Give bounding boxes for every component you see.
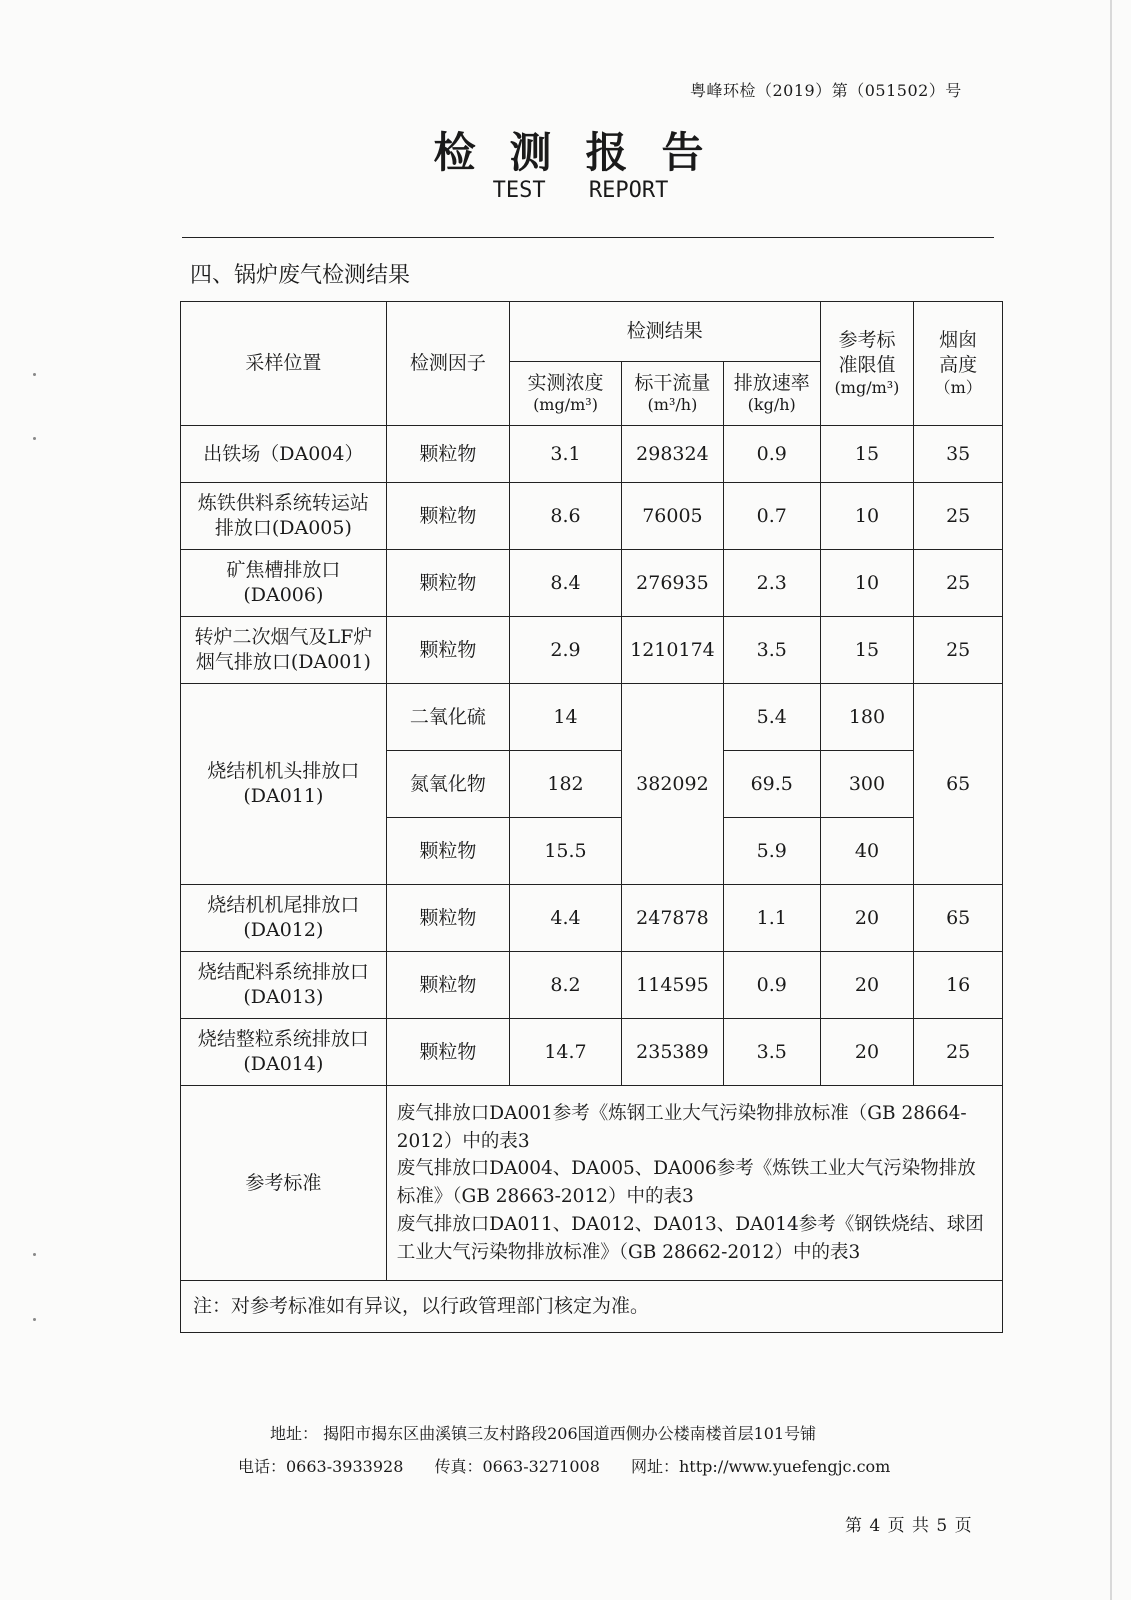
rate-cell: 5.9 [723, 818, 820, 885]
location-cell [181, 885, 387, 952]
results-table [180, 301, 1003, 1333]
location-line2: (DA013) [243, 986, 324, 1008]
height-cell: 25 [914, 550, 1003, 617]
limit-cell: 40 [820, 818, 914, 885]
conc-cell: 4.4 [509, 885, 621, 952]
scan-speck [33, 373, 36, 376]
reference-text [386, 1086, 1002, 1281]
rate-cell: 2.3 [723, 550, 820, 617]
scan-speck [33, 1253, 36, 1256]
report-title-cn: 检测报告 [433, 128, 738, 177]
reference-line: 废气排放口DA001参考《炼钢工业大气污染物排放标准（GB 28664-2012）中的表3 [396, 1102, 967, 1152]
footer-website: 网址：http://www.yuefengjc.com [630, 1457, 891, 1476]
footer-phone: 电话：0663-3933928 [238, 1457, 404, 1476]
header-conc-unit: (mg/m³) [533, 395, 598, 415]
location-line1: 烧结配料系统排放口 [197, 961, 369, 984]
height-cell: 65 [914, 885, 1003, 952]
header-results: 检测结果 [509, 302, 820, 362]
note-text: 注：对参考标准如有异议，以行政管理部门核定为准。 [181, 1281, 1003, 1333]
rate-cell: 3.5 [723, 1019, 820, 1086]
limit-cell: 20 [820, 885, 914, 952]
report-title-en: TEST REPORT [492, 178, 669, 203]
limit-cell: 10 [820, 483, 914, 550]
header-limit-line1: 参考标 [838, 329, 896, 352]
header-limit-line2: 准限值 [838, 354, 896, 377]
limit-cell: 15 [820, 426, 914, 483]
table-row [181, 952, 1003, 1019]
table-row [181, 550, 1003, 617]
factor-cell: 颗粒物 [386, 1019, 509, 1086]
document-number: 粤峰环检（2019）第（051502）号 [690, 81, 962, 100]
header-limit-unit: (mg/m³) [834, 377, 900, 397]
height-cell: 16 [914, 952, 1003, 1019]
location-cell [181, 550, 387, 617]
conc-cell: 2.9 [509, 617, 621, 684]
location-cell [181, 684, 387, 885]
conc-cell: 3.1 [509, 426, 621, 483]
rate-cell: 1.1 [723, 885, 820, 952]
footer-address: 地址： 揭阳市揭东区曲溪镇三友村路段206国道西侧办公楼南楼首层101号铺 [270, 1424, 817, 1443]
conc-cell: 182 [509, 751, 621, 818]
location-line1: 矿焦槽排放口 [226, 559, 341, 582]
location-line2: 排放口(DA005) [214, 517, 352, 539]
table-row [181, 684, 1003, 751]
factor-cell: 颗粒物 [386, 952, 509, 1019]
header-height-unit: （m） [934, 377, 982, 397]
header-rate-label: 排放速率 [733, 371, 810, 394]
flow-cell: 382092 [622, 684, 724, 885]
footer-fax: 传真：0663-3271008 [434, 1457, 600, 1476]
factor-cell: 二氧化硫 [386, 684, 509, 751]
height-cell: 25 [914, 1019, 1003, 1086]
conc-cell: 8.6 [509, 483, 621, 550]
conc-cell: 15.5 [509, 818, 621, 885]
height-cell: 65 [914, 684, 1003, 885]
conc-cell: 8.2 [509, 952, 621, 1019]
location-line1: 烧结机机头排放口 [207, 760, 360, 783]
table-row [181, 617, 1003, 684]
table-row [181, 426, 1003, 483]
limit-cell: 20 [820, 1019, 914, 1086]
scan-speck [33, 437, 36, 440]
location-cell [181, 617, 387, 684]
rate-cell: 0.7 [723, 483, 820, 550]
rate-cell: 69.5 [723, 751, 820, 818]
reference-row [181, 1086, 1003, 1281]
location-line1: 烧结整粒系统排放口 [197, 1028, 369, 1051]
rate-cell: 5.4 [723, 684, 820, 751]
factor-cell: 颗粒物 [386, 483, 509, 550]
header-height [914, 302, 1003, 426]
factor-cell: 颗粒物 [386, 550, 509, 617]
factor-cell: 颗粒物 [386, 885, 509, 952]
page-edge [1110, 0, 1112, 1600]
location-line2: (DA012) [243, 919, 324, 941]
location-line1: 转炉二次烟气及LF炉 [194, 626, 373, 649]
limit-cell: 300 [820, 751, 914, 818]
location-line1: 出铁场（DA004） [203, 442, 364, 465]
factor-cell: 颗粒物 [386, 617, 509, 684]
flow-cell: 235389 [622, 1019, 724, 1086]
conc-cell: 14 [509, 684, 621, 751]
reference-line: 废气排放口DA004、DA005、DA006参考《炼铁工业大气污染物排放标准》（GB 28663-2012）中的表3 [396, 1158, 976, 1207]
height-cell: 25 [914, 617, 1003, 684]
rate-cell: 0.9 [723, 426, 820, 483]
limit-cell: 15 [820, 617, 914, 684]
flow-cell: 276935 [622, 550, 724, 617]
location-cell [181, 483, 387, 550]
reference-label: 参考标准 [181, 1086, 387, 1281]
header-flow-label: 标干流量 [634, 371, 711, 394]
header-conc [509, 362, 621, 426]
location-line2: (DA014) [243, 1053, 324, 1075]
header-rate [723, 362, 820, 426]
flow-cell: 76005 [622, 483, 724, 550]
scan-speck [33, 1318, 36, 1321]
conc-cell: 14.7 [509, 1019, 621, 1086]
section-title: 四、锅炉废气检测结果 [190, 263, 411, 288]
header-factor: 检测因子 [386, 302, 509, 426]
factor-cell: 氮氧化物 [386, 751, 509, 818]
header-flow-unit: (m³/h) [647, 395, 698, 415]
header-flow [622, 362, 724, 426]
rate-cell: 3.5 [723, 617, 820, 684]
location-line1: 炼铁供料系统转运站 [197, 492, 369, 515]
rate-cell: 0.9 [723, 952, 820, 1019]
footer-contacts [238, 1454, 912, 1477]
header-limit [820, 302, 914, 426]
location-cell [181, 952, 387, 1019]
table-row [181, 1019, 1003, 1086]
note-row [181, 1281, 1003, 1333]
location-cell [181, 426, 387, 483]
location-line2: (DA011) [243, 785, 324, 807]
header-rule [182, 237, 994, 238]
flow-cell: 1210174 [622, 617, 724, 684]
reference-line: 废气排放口DA011、DA012、DA013、DA014参考《钢铁烧结、球团工业大气污染物排放标准》（GB 28662-2012）中的表3 [396, 1213, 984, 1263]
table-row [181, 483, 1003, 550]
table-row [181, 885, 1003, 952]
flow-cell: 298324 [622, 426, 724, 483]
header-conc-label: 实测浓度 [527, 371, 604, 394]
limit-cell: 10 [820, 550, 914, 617]
height-cell: 25 [914, 483, 1003, 550]
page-number: 第 4 页 共 5 页 [845, 1516, 973, 1536]
limit-cell: 20 [820, 952, 914, 1019]
location-line1: 烧结机机尾排放口 [207, 894, 360, 917]
flow-cell: 114595 [622, 952, 724, 1019]
header-rate-unit: (kg/h) [747, 395, 796, 415]
factor-cell: 颗粒物 [386, 426, 509, 483]
header-location: 采样位置 [181, 302, 387, 426]
location-cell [181, 1019, 387, 1086]
flow-cell: 247878 [622, 885, 724, 952]
height-cell: 35 [914, 426, 1003, 483]
header-height-line1: 烟囱 [939, 329, 978, 352]
location-line2: (DA006) [243, 584, 324, 606]
factor-cell: 颗粒物 [386, 818, 509, 885]
conc-cell: 8.4 [509, 550, 621, 617]
header-row [181, 302, 1003, 362]
limit-cell: 180 [820, 684, 914, 751]
header-height-line2: 高度 [939, 354, 978, 377]
location-line2: 烟气排放口(DA001) [195, 651, 371, 673]
